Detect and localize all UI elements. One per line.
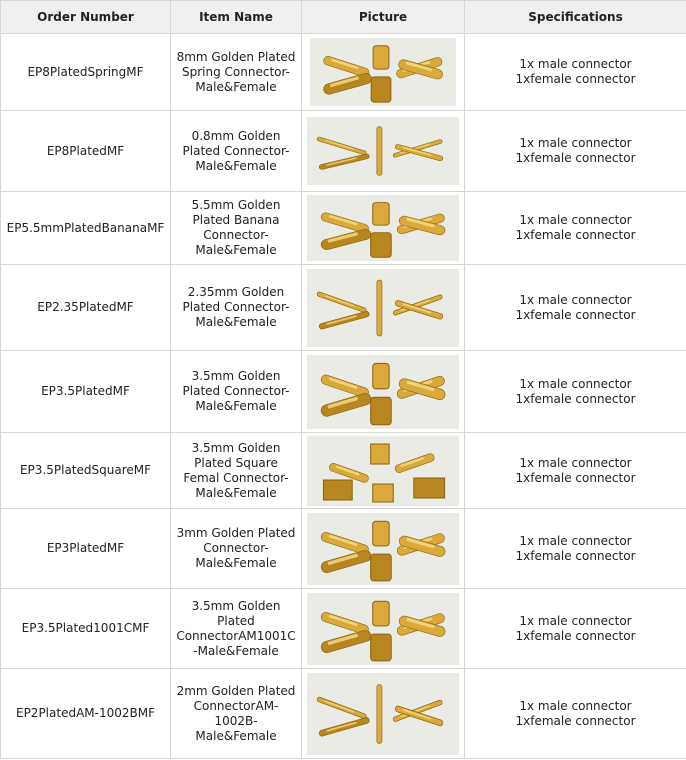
pin-connector-photo — [307, 673, 459, 755]
spec-line: 1x male connector — [519, 136, 632, 150]
specifications-cell — [465, 351, 686, 433]
specifications-cell — [465, 265, 686, 351]
picture-cell — [302, 433, 465, 509]
bullet-connector-photo — [307, 513, 459, 585]
bullet-connector-photo — [307, 355, 459, 429]
item-name-line: Male&Female — [195, 485, 277, 500]
spec-line: 1xfemale connector — [515, 548, 636, 563]
item-name-line: 2.35mm Golden — [187, 285, 285, 299]
specifications-cell — [465, 433, 686, 509]
specifications-cell — [465, 111, 686, 192]
item-name-line: Male&Female — [195, 79, 277, 94]
spec-line: 1x male connector — [519, 213, 632, 227]
spec-line: 1xfemale connector — [515, 72, 636, 86]
item-name-line: Connector- — [203, 541, 269, 555]
specifications-cell — [465, 669, 686, 759]
spec-line: 1xfemale connector — [515, 470, 636, 485]
item-name-line: Male&Female — [195, 556, 277, 570]
spec-line: 1x male connector — [519, 613, 632, 628]
item-name-line: Plated Square — [194, 455, 278, 470]
item-name-line: Plated Connector- — [182, 384, 290, 398]
picture-cell — [302, 34, 465, 111]
table-row — [1, 433, 686, 509]
spec-line: 1xfemale connector — [515, 391, 636, 406]
picture-cell — [302, 265, 465, 351]
item-name-line: Femal Connector- — [183, 470, 289, 485]
header-row — [1, 1, 686, 34]
order-number-cell: EP8PlatedSpringMF — [1, 34, 171, 111]
picture-cell — [302, 509, 465, 589]
spec-line: 1xfemale connector — [515, 713, 636, 728]
item-name-line: 3.5mm Golden — [191, 440, 281, 455]
table-row — [1, 669, 686, 759]
table-row — [1, 111, 686, 192]
item-name-line: Plated — [217, 613, 255, 628]
banana-connector-photo — [307, 195, 459, 261]
item-name-line: 1002B- — [214, 713, 258, 728]
table-row — [1, 34, 686, 111]
picture-cell — [302, 192, 465, 265]
item-name-line: 2mm Golden Plated — [176, 683, 296, 698]
order-number-cell: EP2.35PlatedMF — [1, 265, 171, 351]
item-name-line: Plated Connector- — [182, 143, 290, 158]
picture-cell — [302, 351, 465, 433]
spec-line: 1x male connector — [519, 455, 632, 470]
square-connector-photo — [307, 436, 459, 506]
specifications-cell — [465, 589, 686, 669]
spec-line: 1xfemale connector — [515, 307, 636, 322]
picture-cell — [302, 111, 465, 192]
item-name-line: 3.5mm Golden — [191, 598, 281, 613]
order-number-cell: EP3PlatedMF — [1, 509, 171, 589]
order-number-cell: EP3.5Plated1001CMF — [1, 589, 171, 669]
table-row — [1, 192, 686, 265]
spec-line: 1xfemale connector — [515, 228, 636, 242]
spec-line: 1x male connector — [519, 57, 632, 71]
table-row — [1, 351, 686, 433]
picture-cell — [302, 589, 465, 669]
order-number-cell: EP8PlatedMF — [1, 111, 171, 192]
header-picture: Picture — [302, 1, 465, 34]
item-name-line: Plated Connector- — [182, 300, 290, 314]
spec-line: 1xfemale connector — [515, 628, 636, 643]
pin-connector-photo — [307, 269, 459, 347]
order-number-cell: EP3.5PlatedSquareMF — [1, 433, 171, 509]
header-specifications: Specifications — [465, 1, 686, 34]
order-number-cell: EP5.5mmPlatedBananaMF — [1, 192, 171, 265]
pin-connector-photo — [307, 117, 459, 185]
picture-cell — [302, 669, 465, 759]
item-name-cell — [171, 192, 302, 265]
header-order-number: Order Number — [1, 1, 171, 34]
order-number-cell: EP3.5PlatedMF — [1, 351, 171, 433]
item-name-line: Male&Female — [195, 315, 277, 329]
spec-line: 1x male connector — [519, 533, 632, 548]
spec-line: 1x male connector — [519, 698, 632, 713]
table-row — [1, 509, 686, 589]
item-name-line: 3mm Golden Plated — [176, 526, 296, 540]
item-name-line: ConnectorAM1001C — [176, 628, 296, 643]
item-name-line: 3.5mm Golden — [191, 369, 281, 383]
item-name-cell — [171, 265, 302, 351]
item-name-line: -Male&Female — [193, 643, 279, 658]
table-row — [1, 589, 686, 669]
header-item-name: Item Name — [171, 1, 302, 34]
item-name-line: 8mm Golden Plated — [176, 49, 296, 64]
item-name-cell — [171, 669, 302, 759]
item-name-cell — [171, 351, 302, 433]
item-name-line: Male&Female — [195, 399, 277, 413]
item-name-line: ConnectorAM- — [193, 698, 279, 713]
item-name-line: Plated Banana — [192, 213, 280, 227]
item-name-line: Male&Female — [195, 243, 277, 257]
item-name-line: Male&Female — [195, 728, 277, 743]
item-name-cell — [171, 433, 302, 509]
bullet-connector-photo — [307, 593, 459, 665]
spec-line: 1xfemale connector — [515, 151, 636, 165]
spring-connector-photo — [310, 38, 456, 106]
item-name-cell — [171, 111, 302, 192]
specifications-cell — [465, 192, 686, 265]
spec-line: 1x male connector — [519, 376, 632, 391]
item-name-line: Connector- — [203, 228, 269, 242]
order-number-cell: EP2PlatedAM-1002BMF — [1, 669, 171, 759]
item-name-cell — [171, 509, 302, 589]
item-name-cell — [171, 589, 302, 669]
item-name-line: Male&Female — [195, 158, 277, 173]
specifications-cell — [465, 34, 686, 111]
item-name-line: 0.8mm Golden — [191, 128, 281, 143]
item-name-line: Spring Connector- — [182, 64, 290, 79]
specifications-cell — [465, 509, 686, 589]
item-name-line: 5.5mm Golden — [191, 198, 281, 212]
table-row — [1, 265, 686, 351]
spec-line: 1x male connector — [519, 292, 632, 307]
item-name-cell — [171, 34, 302, 111]
